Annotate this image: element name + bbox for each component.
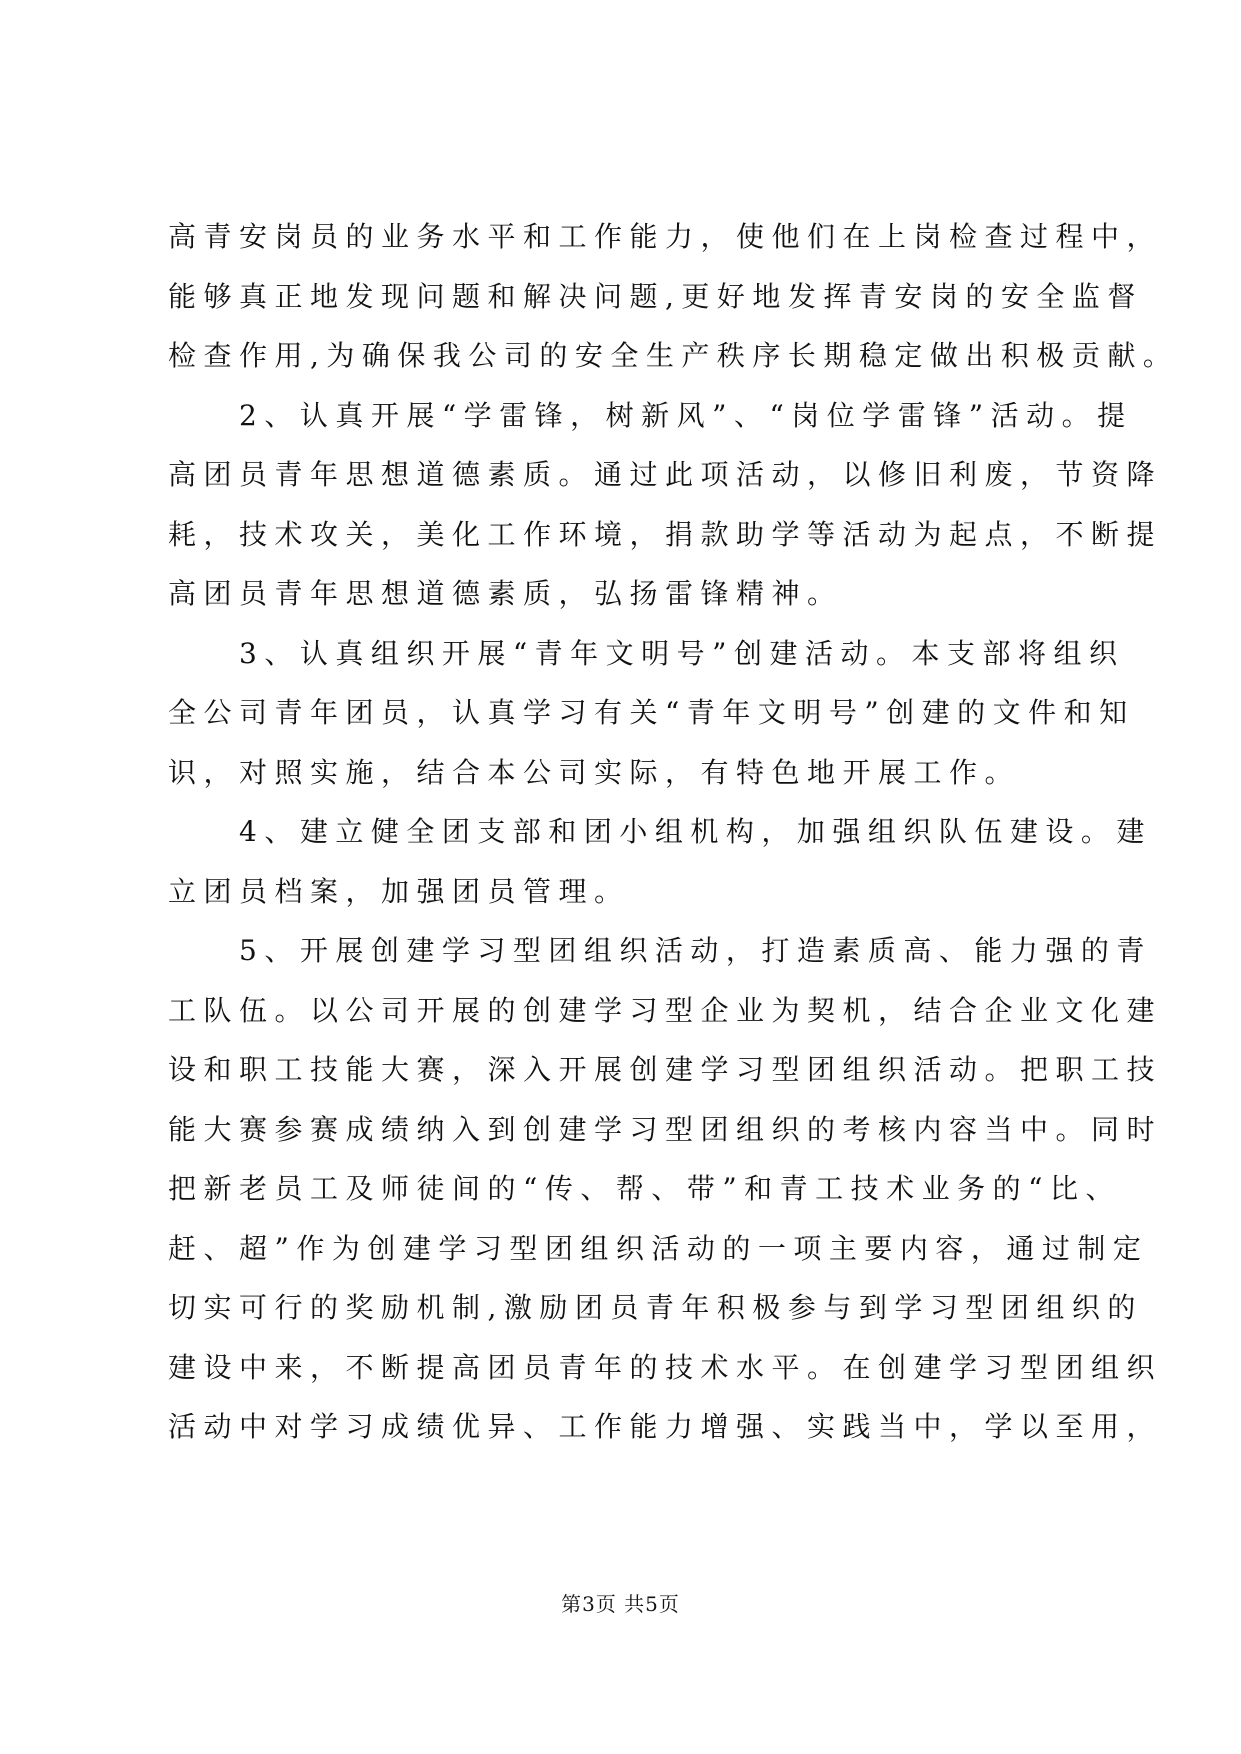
text-line: 能够真正地发现问题和解决问题,更好地发挥青安岗的安全监督	[168, 279, 1143, 313]
text-line: 全公司青年团员，认真学习有关“青年文明号”创建的文件和知	[168, 696, 1135, 729]
text-line: 高青安岗员的业务水平和工作能力，使他们在上岗检查过程中，	[168, 220, 1163, 253]
text-line: 高团员青年思想道德素质。通过此项活动，以修旧利废，节资降	[168, 458, 1163, 491]
text-line: 立团员档案，加强团员管理。	[168, 874, 630, 908]
text-line: 检查作用,为确保我公司的安全生产秩序长期稳定做出积极贡献。	[168, 339, 1179, 372]
text-line: 赶、超”作为创建学习型团组织活动的一项主要内容，通过制定	[168, 1231, 1149, 1265]
text-line: 建设中来，不断提高团员青年的技术水平。在创建学习型团组织	[168, 1350, 1163, 1384]
text-line: 把新老员工及师徒间的“传、帮、带”和青工技术业务的“比、	[168, 1172, 1121, 1205]
text-line: 识，对照实施，结合本公司实际，有特色地开展工作。	[168, 755, 1021, 789]
text-line: 能大赛参赛成绩纳入到创建学习型团组织的考核内容当中。同时	[168, 1112, 1163, 1146]
text-line: 高团员青年思想道德素质，弘扬雷锋精神。	[168, 577, 843, 610]
text-line: 切实可行的奖励机制,激励团员青年积极参与到学习型团组织的	[168, 1291, 1143, 1324]
text-line: 3、认真组织开展“青年文明号”创建活动。本支部将组织	[168, 636, 1125, 670]
text-line: 工队伍。以公司开展的创建学习型企业为契机，结合企业文化建	[168, 993, 1163, 1027]
text-line: 耗，技术攻关，美化工作环境，捐款助学等活动为起点，不断提	[168, 517, 1163, 551]
page-number-label: 第3页 共5页	[561, 1592, 680, 1616]
text-line: 4、建立健全团支部和团小组机构，加强组织队伍建设。建	[168, 815, 1152, 848]
text-line: 设和职工技能大赛，深入开展创建学习型团组织活动。把职工技	[168, 1053, 1163, 1086]
body-text	[168, 207, 1179, 1457]
page-footer	[0, 1588, 1241, 1617]
text-line: 5、开展创建学习型团组织活动，打造素质高、能力强的青	[168, 934, 1152, 967]
text-line: 活动中对学习成绩优异、工作能力增强、实践当中，学以至用，	[168, 1410, 1163, 1443]
text-line: 2、认真开展“学雷锋，树新风”、“岗位学雷锋”活动。提	[168, 398, 1133, 432]
